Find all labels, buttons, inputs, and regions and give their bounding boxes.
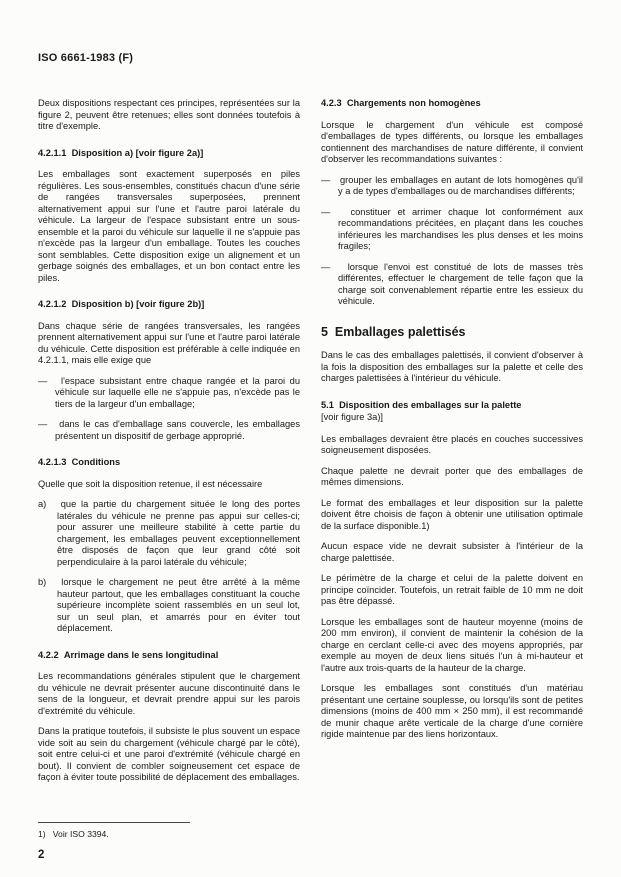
paragraph-4-2-1-1: Les emballages sont exactement superposés en piles régulières. Les sous-ensembles, constitués chacun d'une série de rangées transversales superposées, prennent alternativement appui sur l'une et l'autre paroi latérale du véhicule. La largeur de l'espace subsistant entre un sous-ensemble et la paroi du véhicule sur laquelle il ne s'appuie pas n'excède pas la largeur d'un emballage. Toutes les couches sont semblables. Cette disposition exige un alignement et un gerbage soignés des emballages, et un bon contact entre les piles. [38, 169, 300, 283]
heading-5: 5 Emballages palettisés [321, 324, 466, 339]
paragraph-5: Dans le cas des emballages palettisés, il convient d'observer à la fois la disposition des emballages sur la palette et celle des charges palettisées à l'intérieur du véhicule. [321, 350, 583, 383]
paragraph-5-1-e: Le périmètre de la charge et celui de la palette doivent en principe coïncider. Toutefois, un retrait faible de 10 mm ne doit pas être dépassé. [321, 573, 583, 606]
paragraph-4-2-3: Lorsque le chargement d'un véhicule est composé d'emballages de types différents, ou lorsque les emballages contiennent des marchandises de nature différente, il convient d'observer les recommandations suivantes : [321, 119, 583, 164]
paragraph-5-1-b: Chaque palette ne devrait porter que des emballages de mêmes dimensions. [321, 465, 583, 487]
heading-4-2-1-2: 4.2.1.2 Disposition b) [voir figure 2b)] [38, 299, 205, 309]
footnote: 1) Voir ISO 3394. [38, 829, 109, 839]
heading-5-1: 5.1 Disposition des emballages sur la palette [321, 399, 522, 410]
content-columns [38, 98, 583, 793]
heading-4-2-1-1: 4.2.1.1 Disposition a) [voir figure 2a)] [38, 147, 204, 158]
paragraph-5-1-g: Lorsque les emballages sont constitués d'un matériau présentant une certaine souplesse, ou lorsqu'ils sont de petites dimensions (moins de 400 mm × 250 mm), il est recommandé de munir chaque arête verticale de la charge d'une cornière rigide maintenue par des liens horizontaux. [321, 683, 583, 739]
bullet-item: — constituer et arrimer chaque lot conformément aux recommandations précitées, en plaçant dans les couches inférieures les marchandises les plus denses et les moins fragiles; [321, 206, 583, 251]
bullet-item: — l'espace subsistant entre chaque rangée et la paroi du véhicule sur laquelle elle ne s'appuie pas, n'excède pas le tiers de la largeur d'un emballage; [38, 375, 300, 409]
heading-4-2-1-3: 4.2.1.3 Conditions [38, 457, 121, 467]
paragraph-5-1-c: Le format des emballages et leur disposition sur la palette doivent être choisis de façon à obtenir une utilisation optimale de la surface disponible.1) [321, 497, 583, 531]
document-id: ISO 6661-1983 (F) [38, 52, 134, 64]
paragraph-4-2-2-b: Dans la pratique toutefois, il subsiste le plus souvent un espace vide soit au sein du chargement (véhicule chargé par le côté), soit entre celui-ci et une paroi d'extrémité (véhicule chargé en bout). Il convient de combler soigneusement cet espace de façon à éviter toute possibilité de déplacement des emballages. [38, 726, 300, 782]
paragraph-4-2-1-2: Dans chaque série de rangées transversales, les rangées prennent alternativement appui sur l'une et l'autre paroi latérale du véhicule. Cette disposition est préférable à celle indiquée en 4.2.1.1, mais elle exige que [38, 320, 300, 365]
footnote-divider [38, 822, 190, 823]
right-column [321, 98, 583, 793]
paragraph-4-2-2-a: Les recommandations générales stipulent que le chargement du véhicule ne devrait présenter aucune discontinuité dans le sens de la longueur, et devrait prendre appui sur les parois d'extrémité du véhicule. [38, 671, 300, 716]
paragraph-4-2-1-3: Quelle que soit la disposition retenue, il est nécessaire [38, 478, 263, 489]
list-item-a: a) que la partie du chargement située le long des portes latérales du véhicule ne prenne pas appui sur celles-ci; pour assurer une meilleure stabilité à cette partie du chargement, les emballages peuvent exceptionnellement être disposés de façon que leur grand côté soit perpendiculaire à la paroi latérale du véhicule; [38, 499, 300, 567]
bullet-item: — grouper les emballages en autant de lots homogènes qu'il y a de types d'emballages ou de marchandises différents; [321, 174, 583, 196]
paragraph-5-1-a: Les emballages devraient être placés en couches successives soigneusement disposées. [321, 433, 583, 455]
intro-paragraph: Deux dispositions respectant ces principes, représentées sur la figure 2, peuvent être retenues; elles sont données toutefois à titre d'exemple. [38, 98, 300, 131]
bullet-item: — lorsque l'envoi est constitué de lots de masses très différentes, effectuer le chargement de telle façon que la charge soit convenablement répartie entre les essieux du véhicule. [321, 261, 583, 306]
paragraph-5-1-d: Aucun espace vide ne devrait subsister à l'intérieur de la charge palettisée. [321, 541, 583, 563]
left-column [38, 98, 300, 793]
page-number: 2 [38, 849, 45, 861]
list-item-b: b) lorsque le chargement ne peut être arrêté à la même hauteur partout, que les emballages constituant la couche supérieure incomplète soient rassemblés en un seul lot, sur un seul plan, et amarrés pour en éviter tout déplacement. [38, 577, 300, 633]
page-footer [38, 822, 583, 861]
bullet-item: — dans le cas d'emballage sans couvercle, les emballages présentent un dispositif de gerbage approprié. [38, 419, 300, 441]
paragraph-5-1-f: Lorsque les emballages sont de hauteur moyenne (moins de 200 mm environ), il convient de maintenir la cohésion de la charge en cerclant celle-ci avec des moyens appropriés, par exemple au moyen de deux liens situés l'un à mi-hauteur et l'autre aux trois-quarts de la hauteur de la charge. [321, 616, 583, 673]
heading-5-1-subtitle: [voir figure 3a)] [321, 412, 384, 422]
heading-4-2-2: 4.2.2 Arrimage dans le sens longitudinal [38, 649, 219, 660]
heading-4-2-3: 4.2.3 Chargements non homogènes [321, 98, 481, 108]
